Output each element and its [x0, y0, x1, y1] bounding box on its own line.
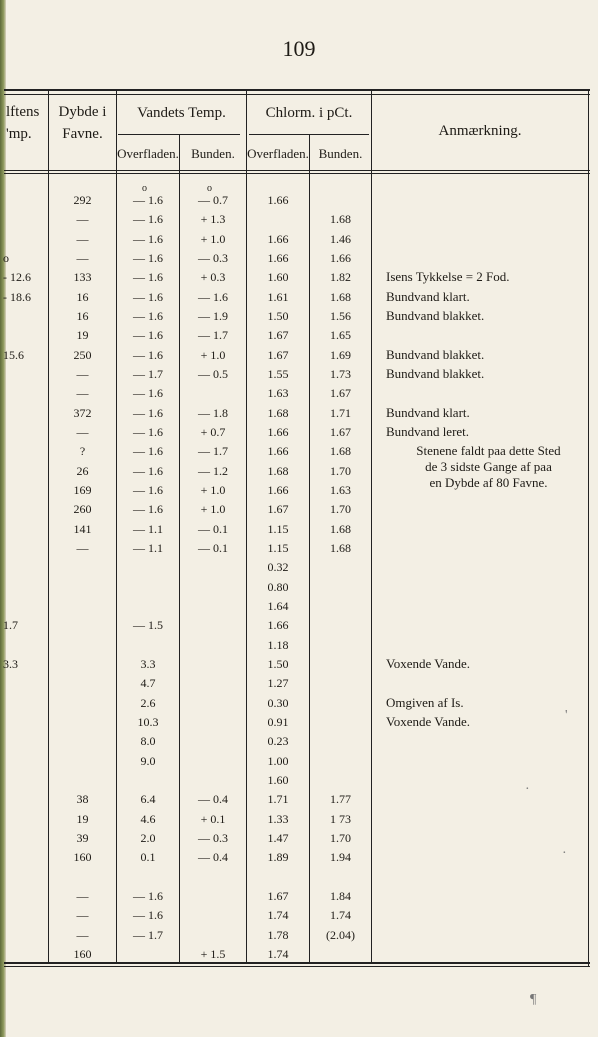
row-chlor-surface: 1.00	[267, 753, 289, 768]
row-depth: —	[76, 250, 89, 265]
remark-multiline-text: en Dybde af 80 Favne.	[429, 475, 548, 491]
row-temp-surface: 3.3	[140, 656, 156, 671]
header-remarks: Anmærkning.	[438, 123, 522, 139]
row-chlor-bottom: 1.68	[330, 521, 351, 536]
remark-multiline-text: Stenene faldt paa dette Sted	[416, 443, 561, 459]
row-depth: —	[76, 424, 89, 439]
table-row	[0, 209, 598, 229]
row-temp-surface: 9.0	[140, 753, 156, 768]
row-chlor-bottom: 1.66	[330, 250, 351, 265]
row-chlor-surface: 1.66	[267, 231, 289, 246]
row-temp-bottom: — 1.8	[198, 405, 228, 420]
row-temp-surface: 4.7	[140, 676, 156, 691]
remark-text: Bundvand klart.	[386, 288, 470, 304]
header-col0-top: lftens	[6, 104, 40, 120]
row-chlor-bottom: 1.70	[330, 502, 351, 517]
header-depth-bottom: Favne.	[62, 126, 103, 142]
row-chlor-surface: 1.67	[267, 502, 289, 517]
row-temp-surface: 6.4	[140, 792, 156, 807]
row-depth: 26	[76, 463, 89, 478]
row-depth: —	[76, 212, 89, 227]
row-depth: —	[76, 927, 89, 942]
row-chlor-surface: 1.50	[267, 656, 289, 671]
row-chlor-bottom: 1.68	[330, 540, 351, 555]
row-chlor-bottom: 1.68	[330, 212, 351, 227]
table-top-rule-inner	[4, 94, 590, 95]
row-chlor-bottom: 1.82	[330, 270, 351, 285]
row-left-value: - 12.6	[3, 270, 31, 285]
row-chlor-surface: 1.66	[267, 444, 289, 459]
row-chlor-bottom: 1.63	[330, 482, 351, 497]
table-row	[0, 731, 598, 751]
remark-text: Bundvand klart.	[386, 404, 470, 420]
row-chlor-bottom: (2.04)	[326, 927, 355, 942]
row-chlor-bottom: 1.67	[330, 386, 351, 401]
table-row	[0, 886, 598, 906]
row-chlor-surface: 1.18	[267, 637, 289, 652]
row-chlor-surface: 1.50	[267, 308, 289, 323]
row-chlor-surface: 1.64	[267, 598, 289, 613]
row-temp-bottom: — 0.7	[198, 193, 228, 207]
row-chlor-surface: 1.66	[267, 482, 289, 497]
row-temp-surface: — 1.7	[133, 927, 163, 942]
table-row	[0, 577, 598, 597]
row-temp-bottom: + 1.0	[200, 482, 226, 497]
row-temp-surface: — 1.1	[133, 540, 163, 555]
row-temp-surface: — 1.6	[133, 424, 163, 439]
row-chlor-surface: 1.74	[267, 908, 289, 923]
row-left-value: o	[3, 250, 9, 265]
table-row	[0, 499, 598, 519]
remark-text: Bundvand blakket.	[386, 346, 485, 362]
row-chlor-bottom: 1.70	[330, 463, 351, 478]
row-chlor-bottom: 1.46	[330, 231, 351, 246]
row-chlor-surface: 1.47	[267, 830, 289, 845]
table-row	[0, 635, 598, 655]
row-temp-bottom: — 1.7	[198, 328, 228, 343]
row-chlor-bottom: 1.68	[330, 444, 351, 459]
row-temp-bottom: — 1.2	[198, 463, 228, 478]
stray-mark: ·	[562, 846, 567, 861]
row-left-value: 3.3	[3, 656, 18, 671]
row-chlor-surface: 1.66	[267, 618, 289, 633]
table-bottom-rule-inner	[4, 966, 590, 967]
row-chlor-bottom: 1.56	[330, 308, 351, 323]
row-temp-surface: 0.1	[140, 850, 156, 865]
row-temp-surface: — 1.6	[133, 250, 163, 265]
row-temp-surface: — 1.6	[133, 386, 163, 401]
row-temp-surface: — 1.6	[133, 463, 163, 478]
table-row	[0, 673, 598, 693]
row-temp-surface: — 1.6	[133, 482, 163, 497]
row-depth: 19	[76, 328, 89, 343]
row-chlor-surface: 1.68	[267, 463, 289, 478]
row-temp-bottom: + 1.0	[200, 231, 226, 246]
row-temp-surface: 4.6	[140, 811, 156, 826]
row-chlor-bottom: 1.68	[330, 289, 351, 304]
row-chlor-bottom: 1.67	[330, 424, 351, 439]
table-row	[0, 229, 598, 249]
table-row	[0, 519, 598, 539]
row-chlor-surface: 1.60	[267, 772, 289, 787]
row-depth: 372	[73, 405, 92, 420]
stray-mark: '	[565, 708, 568, 723]
table-row	[0, 190, 598, 210]
row-temp-surface: — 1.6	[133, 502, 163, 517]
header-bottom-rule	[4, 170, 590, 171]
row-chlor-bottom: 1.71	[330, 405, 351, 420]
row-chlor-bottom: 1 73	[330, 811, 351, 826]
row-chlor-bottom: 1.74	[330, 908, 351, 923]
row-temp-bottom: + 0.1	[200, 811, 226, 826]
row-temp-surface: — 1.6	[133, 328, 163, 343]
row-chlor-surface: 1.27	[267, 676, 289, 691]
row-temp-surface: — 1.6	[133, 888, 163, 903]
row-temp-bottom: — 0.1	[198, 521, 228, 536]
row-temp-bottom: — 0.5	[198, 366, 228, 381]
row-temp-bottom: — 0.3	[198, 250, 228, 265]
row-temp-surface: — 1.6	[133, 193, 163, 207]
row-depth: 16	[76, 289, 89, 304]
remark-text: Voxende Vande.	[386, 713, 471, 729]
table-top-rule	[4, 89, 590, 91]
header-depth-top: Dybde i	[58, 104, 107, 120]
row-temp-bottom: — 0.4	[198, 792, 228, 807]
remark-text: Omgiven af Is.	[386, 694, 464, 710]
row-temp-bottom: + 0.3	[200, 270, 226, 285]
row-depth: 133	[73, 270, 92, 285]
stray-mark: ¶	[530, 992, 537, 1007]
row-left-value: 1.7	[3, 618, 18, 633]
row-temp-surface: — 1.6	[133, 270, 163, 285]
row-temp-bottom: — 0.1	[198, 540, 228, 555]
row-left-value: - 18.6	[3, 289, 31, 304]
row-temp-surface: — 1.6	[133, 289, 163, 304]
row-depth: 250	[73, 347, 92, 362]
row-depth: 38	[76, 792, 89, 807]
table-row	[0, 944, 598, 964]
row-chlor-surface: 1.74	[267, 946, 289, 961]
row-depth: 16	[76, 308, 89, 323]
row-chlor-bottom: 1.94	[330, 850, 351, 865]
row-temp-surface: 2.0	[140, 830, 156, 845]
header-depth	[49, 103, 116, 143]
row-temp-bottom: + 1.0	[200, 347, 226, 362]
row-chlor-surface: 1.33	[267, 811, 289, 826]
row-temp-surface: — 1.1	[133, 521, 163, 536]
row-depth: 19	[76, 811, 89, 826]
row-depth: 160	[73, 850, 92, 865]
row-chlor-surface: 1.66	[267, 424, 289, 439]
row-chlor-surface: 1.60	[267, 270, 289, 285]
table-row	[0, 538, 598, 558]
header-chlor-group: Chlorm. i pCt.	[265, 105, 353, 121]
header-temp-group: Vandets Temp.	[137, 105, 226, 121]
row-depth: —	[76, 908, 89, 923]
row-depth: —	[76, 231, 89, 246]
header-temp-surface: Overfladen.	[117, 146, 179, 161]
row-temp-surface: — 1.6	[133, 405, 163, 420]
degree-mark-bottom: o	[207, 183, 212, 194]
row-chlor-surface: 0.30	[267, 695, 289, 710]
stray-mark: ·	[525, 782, 530, 797]
row-chlor-bottom: 1.73	[330, 366, 351, 381]
row-chlor-surface: 1.67	[267, 347, 289, 362]
row-temp-bottom: — 1.7	[198, 444, 228, 459]
table-row	[0, 847, 598, 867]
row-chlor-surface: 0.32	[267, 560, 289, 575]
row-depth: 169	[73, 482, 92, 497]
row-temp-surface: — 1.6	[133, 444, 163, 459]
row-temp-surface: — 1.6	[133, 347, 163, 362]
remark-multiline-text: de 3 sidste Gange af paa	[425, 459, 552, 475]
row-temp-surface: 8.0	[140, 734, 156, 749]
table-row	[0, 557, 598, 577]
row-depth: 141	[73, 521, 92, 536]
row-chlor-surface: 1.71	[267, 792, 289, 807]
row-chlor-surface: 1.66	[267, 250, 289, 265]
row-depth: 160	[73, 946, 92, 961]
row-temp-bottom: — 0.3	[198, 830, 228, 845]
remark-text: Isens Tykkelse = 2 Fod.	[386, 269, 510, 285]
row-temp-bottom: — 1.9	[198, 308, 228, 323]
row-temp-surface: — 1.6	[133, 212, 163, 227]
row-chlor-bottom: 1.77	[330, 792, 351, 807]
row-temp-bottom: — 1.6	[198, 289, 228, 304]
table-row	[0, 809, 598, 829]
row-chlor-surface: 1.78	[267, 927, 289, 942]
table-row	[0, 828, 598, 848]
row-chlor-bottom: 1.70	[330, 830, 351, 845]
table-row	[0, 770, 598, 790]
row-chlor-surface: 1.66	[267, 193, 289, 207]
table-row	[0, 596, 598, 616]
row-chlor-surface: 0.80	[267, 579, 289, 594]
row-depth: —	[76, 888, 89, 903]
degree-mark-surface: o	[142, 183, 147, 194]
row-temp-surface: 2.6	[140, 695, 156, 710]
row-chlor-bottom: 1.84	[330, 888, 351, 903]
row-depth: ?	[79, 444, 86, 459]
row-temp-surface: — 1.5	[133, 618, 163, 633]
row-temp-surface: — 1.6	[133, 231, 163, 246]
table-row	[0, 789, 598, 809]
row-chlor-surface: 0.91	[267, 714, 289, 729]
header-bottom-rule-inner	[4, 173, 590, 174]
row-chlor-surface: 0.23	[267, 734, 289, 749]
row-depth: —	[76, 540, 89, 555]
table-row	[0, 905, 598, 925]
remark-text: Bundvand leret.	[386, 423, 470, 439]
header-col0-bottom: 'mp.	[6, 126, 32, 142]
table-row	[0, 867, 598, 887]
table-row	[0, 615, 598, 635]
row-depth: —	[76, 366, 89, 381]
row-chlor-surface: 1.55	[267, 366, 289, 381]
row-temp-bottom: + 1.5	[200, 946, 226, 961]
row-temp-bottom: — 0.4	[198, 850, 228, 865]
row-depth: —	[76, 386, 89, 401]
table-row	[0, 325, 598, 345]
row-temp-bottom: + 1.3	[200, 212, 226, 227]
remark-text: Voxende Vande.	[386, 655, 471, 671]
row-depth: 260	[73, 502, 92, 517]
row-chlor-surface: 1.15	[267, 521, 289, 536]
table-row	[0, 383, 598, 403]
row-chlor-surface: 1.89	[267, 850, 289, 865]
row-chlor-surface: 1.67	[267, 888, 289, 903]
header-chlor-surface: Overfladen.	[247, 146, 309, 161]
table-row	[0, 925, 598, 945]
remark-text: Bundvand blakket.	[386, 365, 485, 381]
row-temp-bottom: + 0.7	[200, 424, 226, 439]
row-left-value: 15.6	[3, 347, 24, 362]
header-col0	[6, 103, 46, 143]
row-temp-surface: 10.3	[137, 714, 159, 729]
row-temp-surface: — 1.6	[133, 908, 163, 923]
row-depth: 292	[73, 193, 92, 207]
table-row	[0, 248, 598, 268]
row-chlor-surface: 1.15	[267, 540, 289, 555]
page-number: 109	[282, 36, 316, 61]
row-temp-surface: — 1.6	[133, 308, 163, 323]
row-chlor-surface: 1.61	[267, 289, 289, 304]
remark-text: Bundvand blakket.	[386, 307, 485, 323]
row-chlor-surface: 1.63	[267, 386, 289, 401]
row-chlor-surface: 1.67	[267, 328, 289, 343]
row-chlor-bottom: 1.65	[330, 328, 351, 343]
row-chlor-surface: 1.68	[267, 405, 289, 420]
table-row	[0, 751, 598, 771]
row-chlor-bottom: 1.69	[330, 347, 351, 362]
header-temp-bottom: Bunden.	[191, 146, 235, 161]
header-chlor-bottom: Bunden.	[318, 146, 363, 161]
row-depth: 39	[76, 830, 89, 845]
row-temp-bottom: + 1.0	[200, 502, 226, 517]
row-temp-surface: — 1.7	[133, 366, 163, 381]
